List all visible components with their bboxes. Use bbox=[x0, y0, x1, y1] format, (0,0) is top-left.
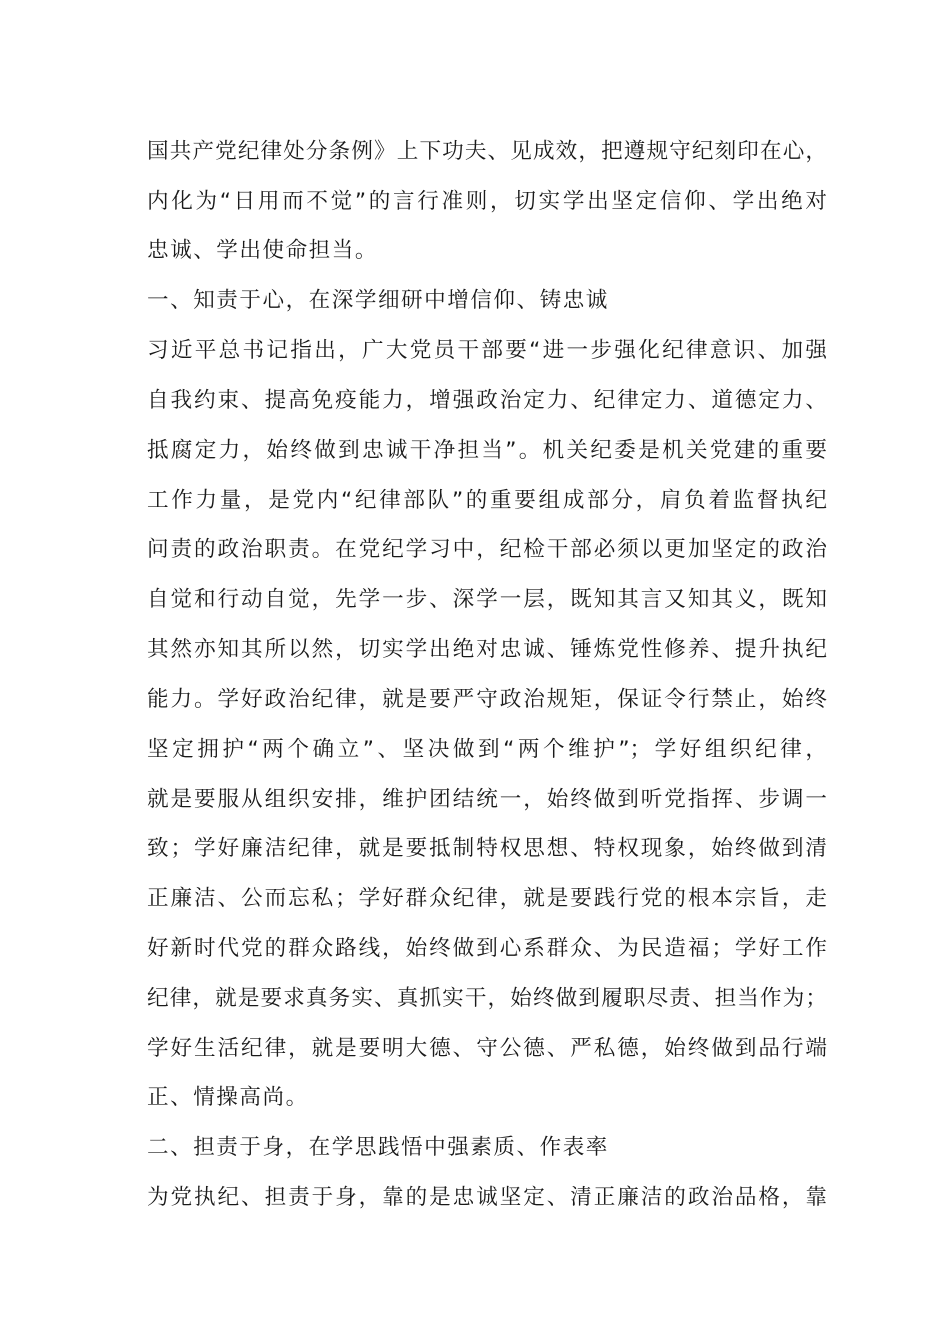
text-line: 正、情操高尚。 bbox=[147, 1085, 309, 1110]
text-line: 学好生活纪律，就是要明大德、守公德、严私德，始终做到品行端 bbox=[147, 1036, 827, 1061]
text-line: 国共产党纪律处分条例》上下功夫、见成效，把遵规守纪刻印在心， bbox=[147, 139, 827, 164]
text-line: 习近平总书记指出，广大党员干部要“进一步强化纪律意识、加强 bbox=[147, 338, 827, 363]
section-heading: 二、担责于身，在学思践悟中强素质、作表率 bbox=[147, 1135, 609, 1160]
text-line: 正廉洁、公而忘私；学好群众纪律，就是要践行党的根本宗旨，走 bbox=[147, 886, 827, 911]
text-line: 为党执纪、担责于身，靠的是忠诚坚定、清正廉洁的政治品格，靠 bbox=[147, 1185, 827, 1210]
text-line: 其然亦知其所以然，切实学出绝对忠诚、锤炼党性修养、提升执纪 bbox=[147, 637, 827, 662]
text-line: 自我约束、提高免疫能力，增强政治定力、纪律定力、道德定力、 bbox=[147, 388, 827, 413]
section-heading: 一、知责于心，在深学细研中增信仰、铸忠诚 bbox=[147, 288, 609, 313]
text-line: 忠诚、学出使命担当。 bbox=[147, 238, 378, 263]
text-line: 抵腐定力，始终做到忠诚干净担当”。机关纪委是机关党建的重要 bbox=[147, 438, 827, 463]
text-line: 能力。学好政治纪律，就是要严守政治规矩，保证令行禁止，始终 bbox=[147, 687, 827, 712]
text-line: 自觉和行动自觉，先学一步、深学一层，既知其言又知其义，既知 bbox=[147, 587, 827, 612]
text-line: 工作力量，是党内“纪律部队”的重要组成部分，肩负着监督执纪 bbox=[147, 488, 827, 513]
text-line: 内化为“日用而不觉”的言行准则，切实学出坚定信仰、学出绝对 bbox=[147, 189, 827, 214]
text-line: 问责的政治职责。在党纪学习中，纪检干部必须以更加坚定的政治 bbox=[147, 537, 827, 562]
text-line: 就是要服从组织安排，维护团结统一，始终做到听党指挥、步调一 bbox=[147, 787, 827, 812]
text-line: 坚定拥护“两个确立”、坚决做到“两个维护”；学好组织纪律， bbox=[147, 737, 827, 762]
text-line: 纪律，就是要求真务实、真抓实干，始终做到履职尽责、担当作为； bbox=[147, 986, 827, 1011]
text-line: 好新时代党的群众路线，始终做到心系群众、为民造福；学好工作 bbox=[147, 936, 827, 961]
text-line: 致；学好廉洁纪律，就是要抵制特权思想、特权现象，始终做到清 bbox=[147, 836, 827, 861]
